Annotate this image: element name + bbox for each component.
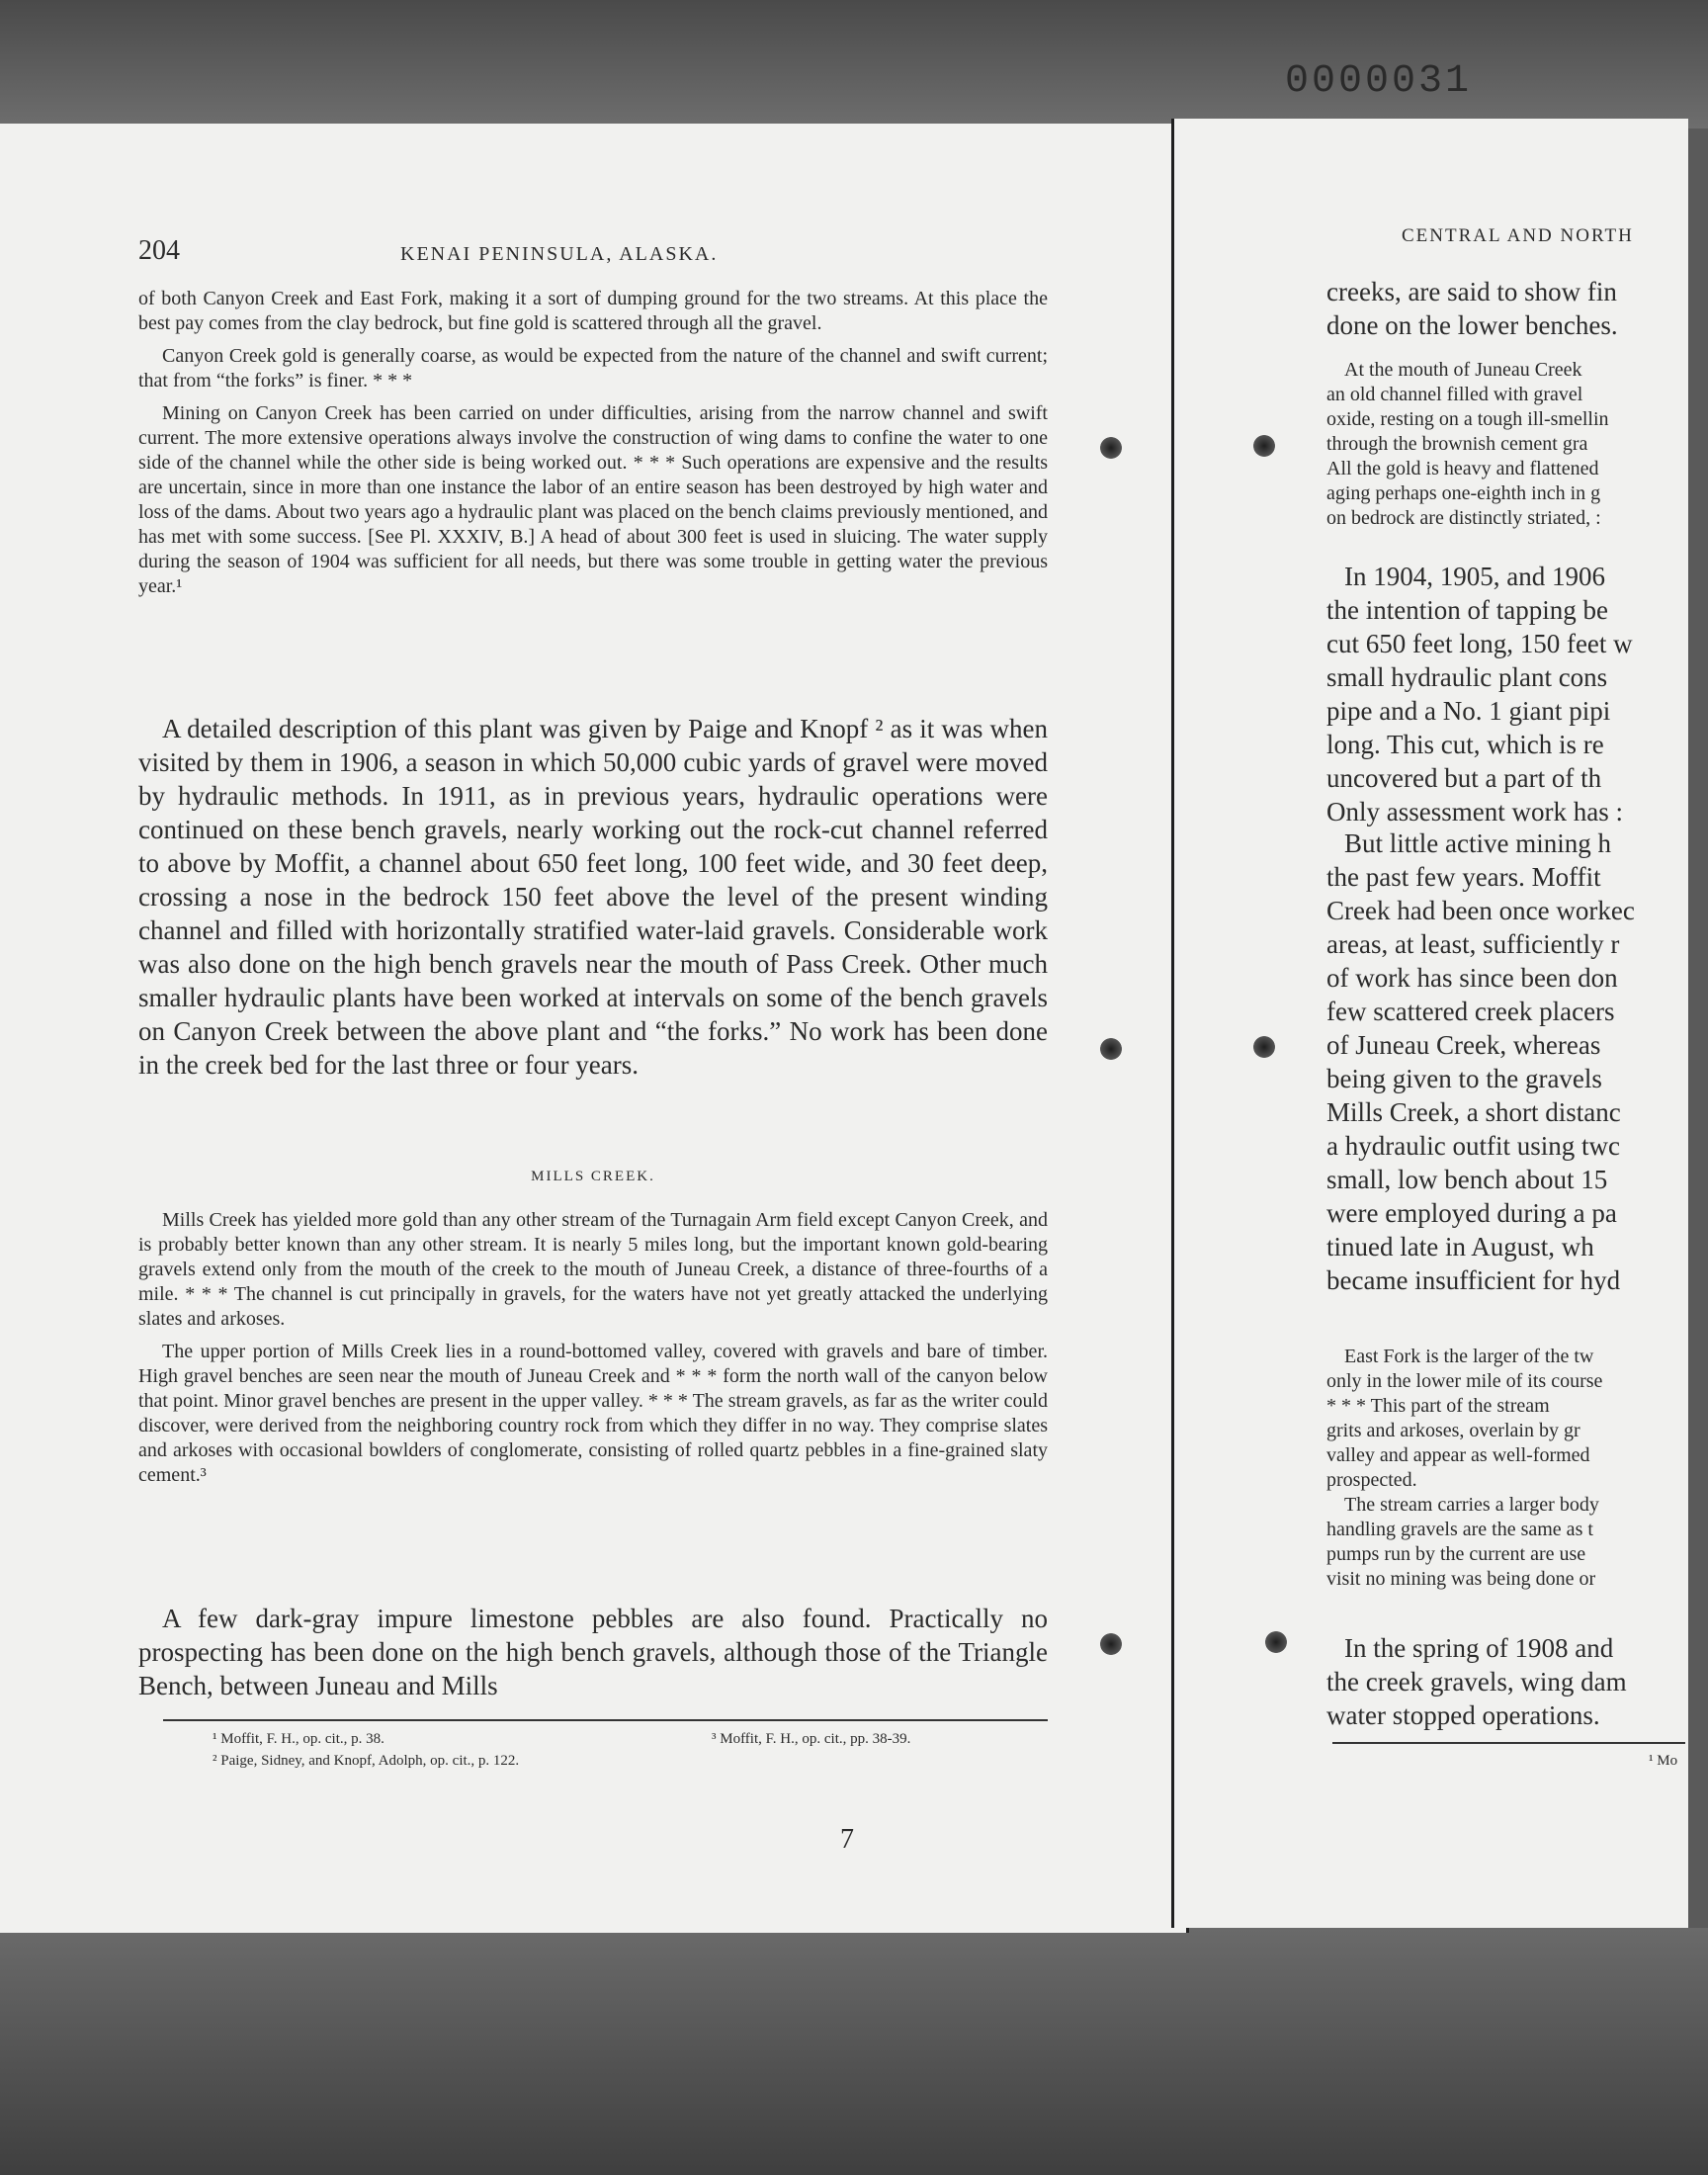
right-running-head: CENTRAL AND NORTH bbox=[1402, 225, 1634, 246]
text-line: pumps run by the current are use bbox=[1326, 1543, 1586, 1565]
binding-hole bbox=[1253, 435, 1275, 457]
text-line: aging perhaps one-eighth inch in g bbox=[1326, 482, 1601, 504]
binding-hole bbox=[1265, 1631, 1287, 1653]
text-line: became insufficient for hyd bbox=[1326, 1265, 1621, 1295]
text-line: the creek gravels, wing dam bbox=[1326, 1667, 1627, 1696]
text-line: creeks, are said to show fin bbox=[1326, 277, 1617, 306]
quoted-passage-mills-creek bbox=[138, 1208, 1048, 1496]
page-number: 204 bbox=[138, 235, 180, 266]
text-line: tinued late in August, wh bbox=[1326, 1232, 1594, 1262]
quote-paragraph: The upper portion of Mills Creek lies in a round-bottomed valley, covered with gravels and bare of timber. High gravel benches are seen near the mouth of Juneau Creek and * * * form the north wall of the canyon below that point. Minor gravel benches are present in the upper valley. * * * The stream gravels, as far as the writer could discover, were derived from the neighboring country rock from which they differ in no way. They comprise slates and arkoses with occasional bowlders of conglomerate, consisting of rolled quartz pebbles in a fine-grained slaty cement.³ bbox=[138, 1341, 1048, 1486]
right-footnote: ¹ Mo bbox=[1649, 1753, 1678, 1769]
quote-paragraph: Canyon Creek gold is generally coarse, as would be expected from the nature of the channel and swift current; that from “the forks” is finer. * * * bbox=[138, 345, 1048, 392]
text-line: the past few years. Moffit bbox=[1326, 862, 1601, 892]
right-paragraph-c bbox=[1326, 1631, 1692, 1732]
text-line: But little active mining h bbox=[1344, 828, 1611, 858]
text-line: handling gravels are the same as t bbox=[1326, 1519, 1593, 1540]
text-line: In the spring of 1908 and bbox=[1344, 1633, 1614, 1663]
running-head-title: KENAI PENINSULA, ALASKA. bbox=[400, 243, 719, 265]
text-line: being given to the gravels bbox=[1326, 1064, 1602, 1093]
text-line: visit no mining was being done or bbox=[1326, 1568, 1596, 1590]
text-line: an old channel filled with gravel bbox=[1326, 384, 1583, 405]
quote-paragraph: of both Canyon Creek and East Fork, making it a sort of dumping ground for the two streams. At this place the best pay comes from the clay bedrock, but fine gold is scattered through all the gravel. bbox=[138, 288, 1048, 334]
text-line: valley and appear as well-formed bbox=[1326, 1444, 1590, 1466]
text-line: uncovered but a part of th bbox=[1326, 763, 1602, 793]
quoted-passage-canyon-creek bbox=[138, 287, 1048, 607]
right-footnote-rule bbox=[1332, 1742, 1685, 1744]
text-line: Mills Creek, a short distanc bbox=[1326, 1097, 1621, 1127]
right-top-lines bbox=[1326, 275, 1692, 342]
main-paragraph: A detailed description of this plant was given by Paige and Knopf ² as it was when visited by them in 1906, a season in which 50,000 cubic yards of gravel were moved by hydraulic methods. In 1911, as in previous years, hydraulic operations were continued on these bench gravels, nearly working out the rock-cut channel referred to above by Moffit, a channel about 650 feet long, 100 feet wide, and 30 feet deep, crossing a nose in the bedrock 150 feet above the level of the present winding channel and filled with horizontally stratified water-laid gravels. Considerable work was also done on the high bench gravels near the mouth of Pass Creek. Other much smaller hydraulic plants have been worked at intervals on some of the bench gravels on Canyon Creek between the above plant and “the forks.” No work has been done in the creek bed for the last three or four years. bbox=[138, 714, 1048, 1080]
text-line: long. This cut, which is re bbox=[1326, 730, 1604, 759]
closing-paragraph-block bbox=[138, 1602, 1048, 1710]
text-line: prospected. bbox=[1326, 1469, 1417, 1491]
text-line: small, low bench about 15 bbox=[1326, 1165, 1608, 1194]
text-line: of Juneau Creek, whereas bbox=[1326, 1030, 1601, 1060]
text-line: East Fork is the larger of the tw bbox=[1344, 1346, 1594, 1367]
text-line: water stopped operations. bbox=[1326, 1700, 1600, 1730]
right-paragraph-a bbox=[1326, 560, 1692, 828]
text-line: In 1904, 1905, and 1906 bbox=[1344, 562, 1605, 591]
text-line: the intention of tapping be bbox=[1326, 595, 1608, 625]
text-line: were employed during a pa bbox=[1326, 1198, 1617, 1228]
scan-bottom-border bbox=[0, 1928, 1708, 2175]
text-line: At the mouth of Juneau Creek bbox=[1344, 359, 1582, 381]
footnote-2: ² Paige, Sidney, and Knopf, Adolph, op. cit., p. 122. bbox=[213, 1753, 520, 1769]
footnote-3: ³ Moffit, F. H., op. cit., pp. 38-39. bbox=[712, 1731, 911, 1747]
binding-hole bbox=[1100, 1633, 1122, 1655]
right-paragraph-b bbox=[1326, 826, 1692, 1297]
text-line: The stream carries a larger body bbox=[1344, 1494, 1599, 1516]
main-paragraph-block bbox=[138, 712, 1048, 1089]
text-line: small hydraulic plant cons bbox=[1326, 662, 1608, 692]
binding-hole bbox=[1100, 437, 1122, 459]
text-line: a hydraulic outfit using twc bbox=[1326, 1131, 1620, 1161]
text-line: All the gold is heavy and flattened bbox=[1326, 458, 1599, 479]
footnote-rule bbox=[163, 1719, 1048, 1721]
text-line: cut 650 feet long, 150 feet w bbox=[1326, 629, 1633, 658]
text-line: pipe and a No. 1 giant pipi bbox=[1326, 696, 1611, 726]
footnote-1: ¹ Moffit, F. H., op. cit., p. 38. bbox=[213, 1731, 384, 1747]
text-line: areas, at least, sufficiently r bbox=[1326, 929, 1620, 959]
text-line: oxide, resting on a tough ill-smellin bbox=[1326, 408, 1609, 430]
text-line: done on the lower benches. bbox=[1326, 310, 1618, 340]
section-heading: MILLS CREEK. bbox=[531, 1169, 655, 1184]
right-quote-juneau bbox=[1326, 358, 1692, 531]
quote-paragraph: Mining on Canyon Creek has been carried on under difficulties, arising from the narrow channel and swift current. The more extensive operations always involve the construction of wing dams to confine the water to one side of the channel while the other side is being worked out. * * * Such operations are expensive and the results are uncertain, since in more than one instance the labor of an entire season has been destroyed by high water and loss of the dams. About two years ago a hydraulic plant was placed on the bench claims previously mentioned, and has met with some success. [See Pl. XXXIV, B.] A head of about 300 feet is used in sluicing. The water supply during the season of 1904 was sufficient for all needs, but there was some trouble in getting water the previous year.¹ bbox=[138, 402, 1048, 597]
text-line: of work has since been don bbox=[1326, 963, 1618, 993]
scan-stamp: 0000031 bbox=[1285, 59, 1473, 104]
handwritten-mark: 7 bbox=[840, 1824, 854, 1855]
text-line: through the brownish cement gra bbox=[1326, 433, 1588, 455]
binding-hole bbox=[1253, 1036, 1275, 1058]
running-header bbox=[138, 235, 1048, 265]
text-line: few scattered creek placers bbox=[1326, 997, 1615, 1026]
text-line: Creek had been once workec bbox=[1326, 896, 1635, 925]
text-line: on bedrock are distinctly striated, : bbox=[1326, 507, 1601, 529]
quote-paragraph: Mills Creek has yielded more gold than any other stream of the Turnagain Arm field except Canyon Creek, and is probably better known than any other stream. It is nearly 5 miles long, but the important known gold-bearing gravels extend only from the mouth of the creek to the mouth of Juneau Creek, a distance of three-fourths of a mile. * * * The channel is cut principally in gravels, for the waters have not yet greatly attacked the underlying slates and arkoses. bbox=[138, 1209, 1048, 1330]
text-line: grits and arkoses, overlain by gr bbox=[1326, 1420, 1580, 1441]
text-line: Only assessment work has : bbox=[1326, 797, 1623, 826]
closing-paragraph: A few dark-gray impure limestone pebbles are also found. Practically no prospecting has been done on the high bench gravels, although those of the Triangle Bench, between Juneau and Mills bbox=[138, 1604, 1048, 1700]
text-line: only in the lower mile of its course bbox=[1326, 1370, 1603, 1392]
right-quote-east-fork bbox=[1326, 1345, 1692, 1592]
binding-hole bbox=[1100, 1038, 1122, 1060]
text-line: * * * This part of the stream bbox=[1326, 1395, 1550, 1417]
